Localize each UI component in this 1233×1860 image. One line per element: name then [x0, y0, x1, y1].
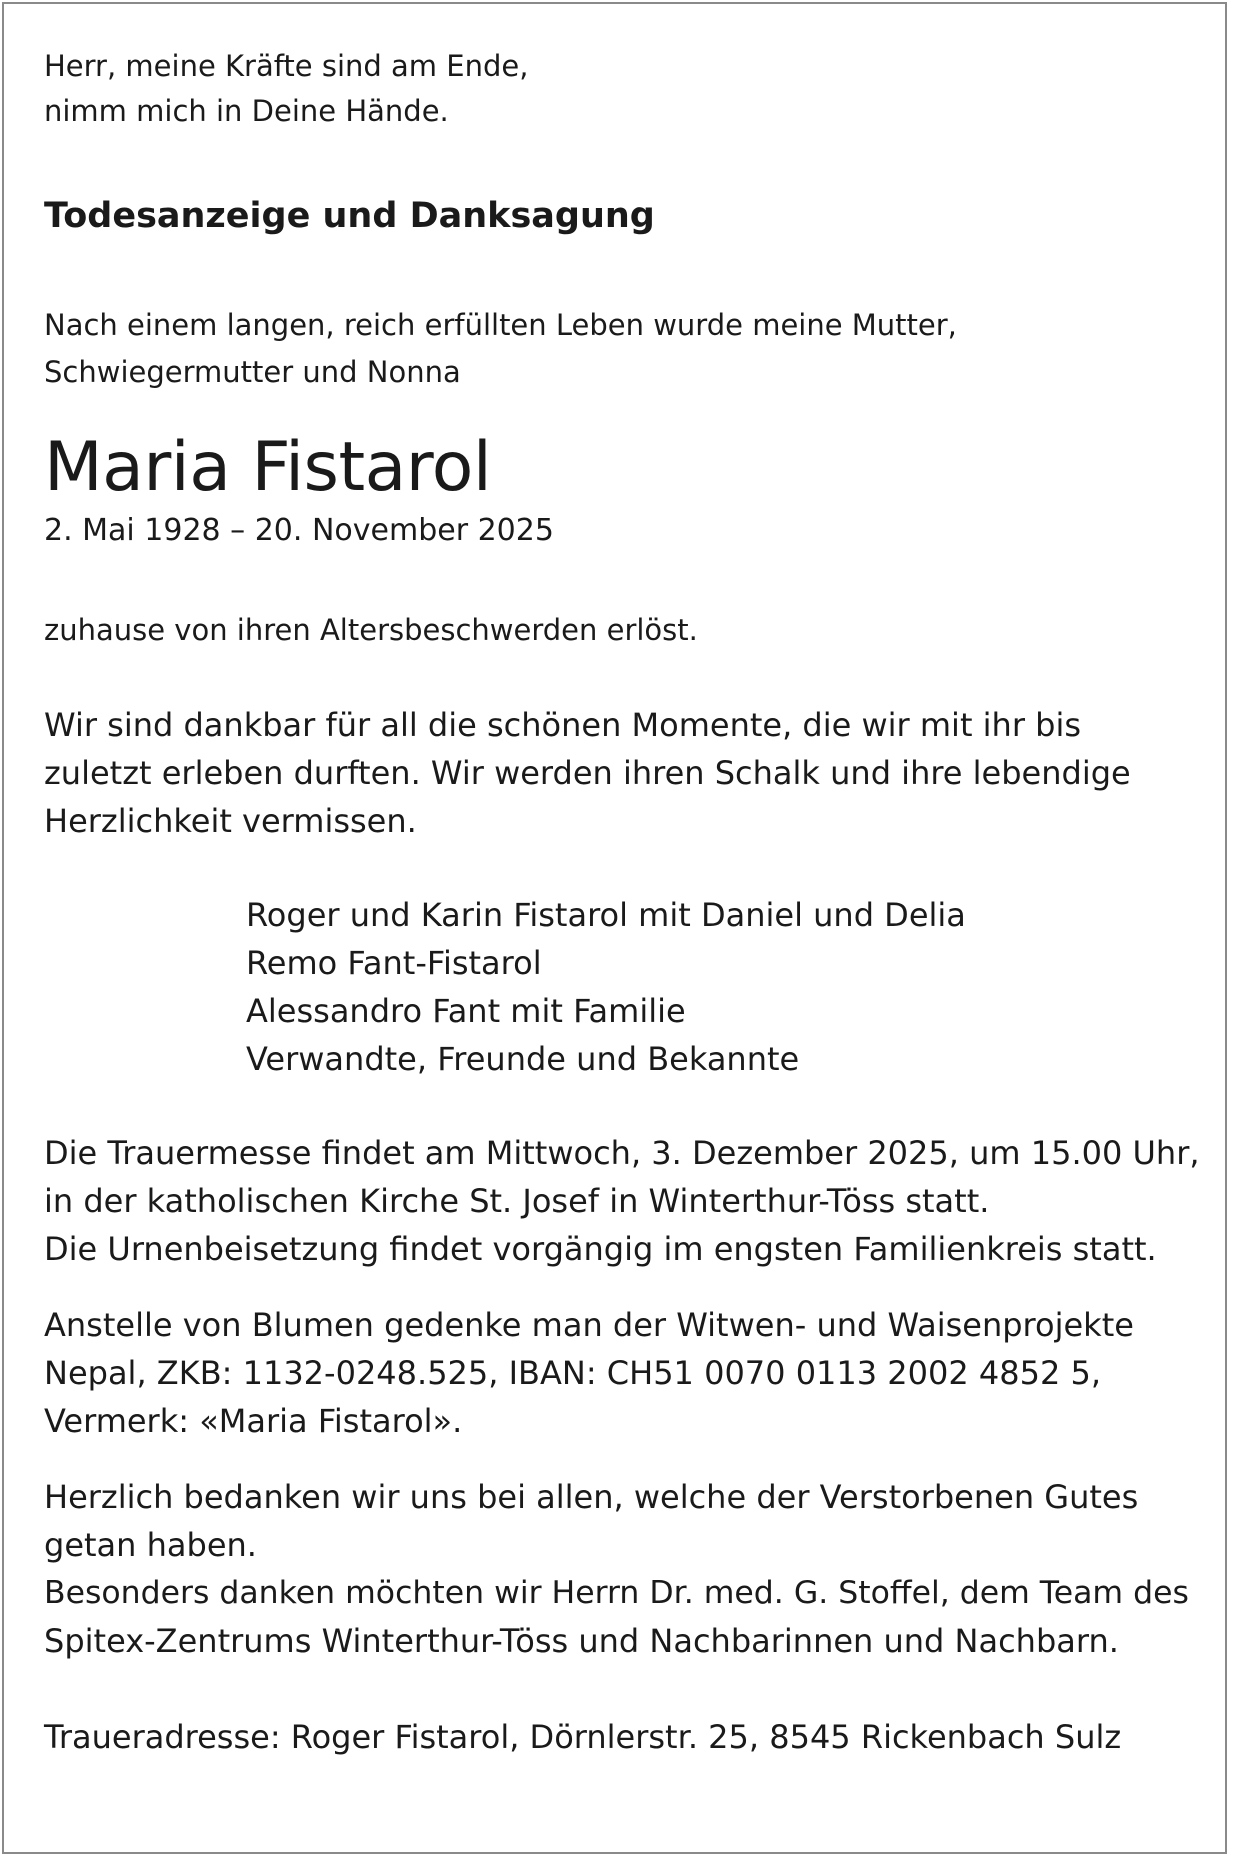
donation-line: Nepal, ZKB: 1132-0248.525, IBAN: CH51 0070 0113 2002 4852 5,: [44, 1354, 1102, 1392]
thanks-paragraph: [44, 1473, 1204, 1665]
intro-line: Schwiegermutter und Nonna: [44, 355, 461, 389]
funeral-mass-info: [44, 1129, 1204, 1273]
mass-line: in der katholischen Kirche St. Josef in Winterthur-Töss statt.: [44, 1182, 990, 1220]
thanks-line: Besonders danken möchten wir Herrn Dr. med. G. Stoffel, dem Team des: [44, 1575, 1189, 1611]
motto-verse: [44, 44, 1204, 134]
gratitude-line: Herzlichkeit vermissen.: [44, 802, 417, 840]
thanks-line: Spitex-Zentrums Winterthur-Töss und Nachbarinnen und Nachbarn.: [44, 1622, 1119, 1660]
donation-info: [44, 1301, 1204, 1445]
thanks-line: getan haben.: [44, 1526, 257, 1564]
deceased-name: Maria Fistarol: [44, 428, 492, 507]
obituary-content: [44, 44, 1204, 1761]
intro-text: [44, 302, 1204, 396]
motto-line: Herr, meine Kräfte sind am Ende,: [44, 49, 529, 83]
mourner-entry: Alessandro Fant mit Familie: [246, 992, 686, 1030]
gratitude-paragraph: [44, 701, 1204, 845]
gratitude-line: Wir sind dankbar für all die schönen Momente, die wir mit ihr bis: [44, 706, 1082, 744]
mass-line: Die Trauermesse findet am Mittwoch, 3. Dezember 2025, um 15.00 Uhr,: [44, 1134, 1200, 1172]
motto-line: nimm mich in Deine Hände.: [44, 94, 449, 128]
mourner-entry: Roger und Karin Fistarol mit Daniel und Delia: [246, 896, 966, 934]
donation-line: Vermerk: «Maria Fistarol».: [44, 1402, 463, 1440]
gratitude-line: zuletzt erleben durften. Wir werden ihren Schalk und ihre lebendige: [44, 754, 1131, 792]
intro-line: Nach einem langen, reich erfüllten Leben wurde meine Mutter,: [44, 308, 957, 342]
mass-line: Die Urnenbeisetzung findet vorgängig im engsten Familienkreis statt.: [44, 1230, 1157, 1268]
thanks-line: Herzlich bedanken wir uns bei allen, welche der Verstorbenen Gutes: [44, 1478, 1139, 1516]
released-text: zuhause von ihren Altersbeschwerden erlöst.: [44, 613, 698, 647]
donation-line: Anstelle von Blumen gedenke man der Witwen- und Waisenprojekte: [44, 1306, 1134, 1344]
mourning-address: Traueradresse: Roger Fistarol, Dörnlerstr. 25, 8545 Rickenbach Sulz: [44, 1718, 1122, 1756]
mourner-entry: Verwandte, Freunde und Bekannte: [246, 1040, 800, 1078]
mourners-list: [246, 891, 1204, 1083]
obituary-frame: [2, 2, 1227, 1854]
mourner-entry: Remo Fant-Fistarol: [246, 944, 542, 982]
notice-heading: Todesanzeige und Danksagung: [44, 196, 655, 236]
life-dates: 2. Mai 1928 – 20. November 2025: [44, 513, 554, 548]
